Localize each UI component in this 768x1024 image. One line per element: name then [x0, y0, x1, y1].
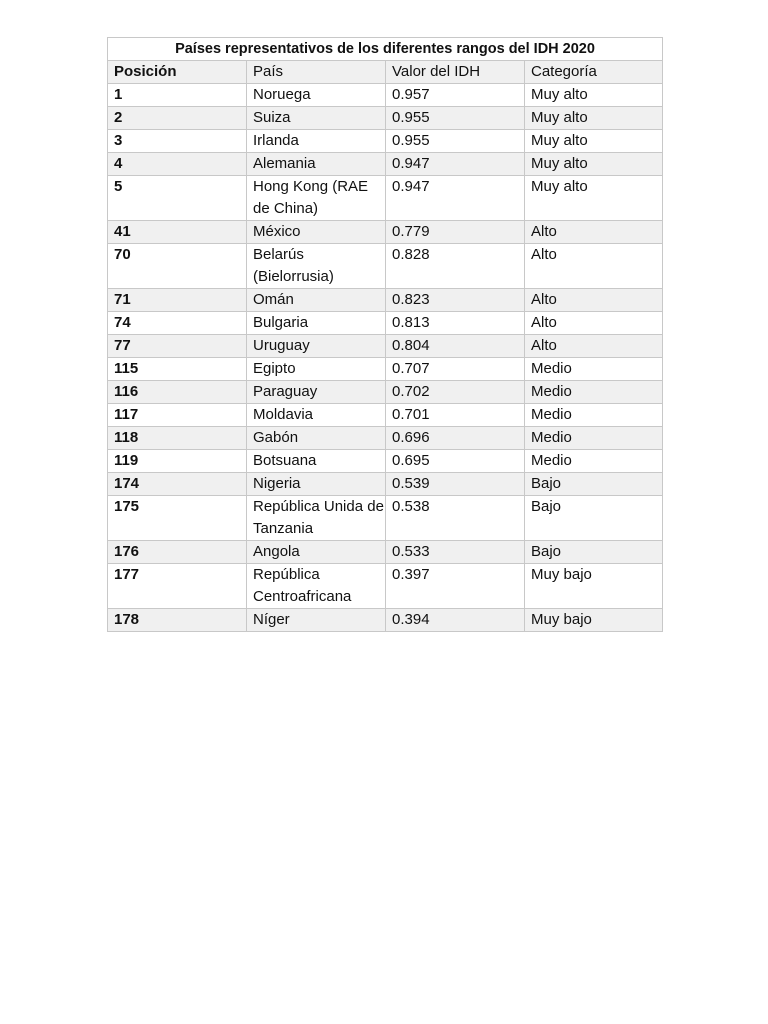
cell-valor: 0.823: [386, 289, 525, 312]
cell-valor: 0.695: [386, 450, 525, 473]
cell-categoria: Bajo: [525, 541, 663, 564]
cell-posicion: 176: [108, 541, 247, 564]
cell-valor: 0.947: [386, 176, 525, 221]
column-header-valor: Valor del IDH: [386, 61, 525, 84]
table-row: [108, 289, 663, 312]
cell-valor: 0.955: [386, 107, 525, 130]
column-header-posicion: Posición: [108, 61, 247, 84]
table-row: [108, 381, 663, 404]
cell-pais: Botsuana: [247, 450, 386, 473]
cell-valor: 0.955: [386, 130, 525, 153]
table-row: [108, 244, 663, 289]
table-row: [108, 130, 663, 153]
cell-pais: México: [247, 221, 386, 244]
table-row: [108, 496, 663, 541]
cell-posicion: 116: [108, 381, 247, 404]
table-row: [108, 358, 663, 381]
cell-pais: Uruguay: [247, 335, 386, 358]
cell-valor: 0.707: [386, 358, 525, 381]
cell-pais: Belarús (Bielorrusia): [247, 244, 386, 289]
cell-posicion: 4: [108, 153, 247, 176]
table-row: [108, 176, 663, 221]
cell-posicion: 2: [108, 107, 247, 130]
cell-categoria: Muy bajo: [525, 609, 663, 632]
cell-posicion: 119: [108, 450, 247, 473]
cell-categoria: Alto: [525, 221, 663, 244]
cell-categoria: Bajo: [525, 473, 663, 496]
cell-posicion: 3: [108, 130, 247, 153]
table-row: [108, 427, 663, 450]
cell-pais: República Centroafricana: [247, 564, 386, 609]
cell-pais: Paraguay: [247, 381, 386, 404]
cell-posicion: 175: [108, 496, 247, 541]
cell-valor: 0.701: [386, 404, 525, 427]
cell-posicion: 1: [108, 84, 247, 107]
cell-pais: Hong Kong (RAE de China): [247, 176, 386, 221]
cell-categoria: Alto: [525, 244, 663, 289]
cell-categoria: Muy alto: [525, 130, 663, 153]
table-row: [108, 221, 663, 244]
table-row: [108, 84, 663, 107]
cell-posicion: 70: [108, 244, 247, 289]
cell-valor: 0.813: [386, 312, 525, 335]
cell-pais: Moldavia: [247, 404, 386, 427]
table-row: [108, 450, 663, 473]
table-row: [108, 107, 663, 130]
cell-valor: 0.702: [386, 381, 525, 404]
table-row: [108, 404, 663, 427]
header-row: [108, 61, 663, 84]
table-row: [108, 609, 663, 632]
cell-categoria: Muy alto: [525, 153, 663, 176]
cell-categoria: Bajo: [525, 496, 663, 541]
cell-categoria: Medio: [525, 381, 663, 404]
cell-pais: Bulgaria: [247, 312, 386, 335]
cell-posicion: 74: [108, 312, 247, 335]
cell-pais: Gabón: [247, 427, 386, 450]
cell-categoria: Muy alto: [525, 84, 663, 107]
cell-valor: 0.539: [386, 473, 525, 496]
cell-posicion: 177: [108, 564, 247, 609]
cell-valor: 0.828: [386, 244, 525, 289]
cell-valor: 0.957: [386, 84, 525, 107]
cell-pais: Irlanda: [247, 130, 386, 153]
cell-pais: Suiza: [247, 107, 386, 130]
cell-posicion: 77: [108, 335, 247, 358]
cell-valor: 0.538: [386, 496, 525, 541]
cell-categoria: Medio: [525, 404, 663, 427]
cell-valor: 0.696: [386, 427, 525, 450]
cell-pais: República Unida de Tanzania: [247, 496, 386, 541]
cell-pais: Níger: [247, 609, 386, 632]
cell-categoria: Medio: [525, 358, 663, 381]
cell-pais: Nigeria: [247, 473, 386, 496]
cell-categoria: Alto: [525, 289, 663, 312]
cell-pais: Alemania: [247, 153, 386, 176]
cell-pais: Omán: [247, 289, 386, 312]
cell-valor: 0.804: [386, 335, 525, 358]
cell-pais: Noruega: [247, 84, 386, 107]
cell-valor: 0.779: [386, 221, 525, 244]
cell-valor: 0.947: [386, 153, 525, 176]
table-row: [108, 312, 663, 335]
cell-posicion: 115: [108, 358, 247, 381]
cell-posicion: 71: [108, 289, 247, 312]
table-row: [108, 541, 663, 564]
table-row: [108, 335, 663, 358]
cell-categoria: Medio: [525, 427, 663, 450]
cell-pais: Egipto: [247, 358, 386, 381]
cell-valor: 0.394: [386, 609, 525, 632]
cell-categoria: Alto: [525, 312, 663, 335]
table-row: [108, 564, 663, 609]
cell-posicion: 41: [108, 221, 247, 244]
table-row: [108, 153, 663, 176]
idh-table: [107, 37, 663, 632]
column-header-pais: País: [247, 61, 386, 84]
column-header-categoria: Categoría: [525, 61, 663, 84]
cell-pais: Angola: [247, 541, 386, 564]
title-row: [108, 38, 663, 61]
cell-posicion: 117: [108, 404, 247, 427]
cell-posicion: 5: [108, 176, 247, 221]
cell-categoria: Medio: [525, 450, 663, 473]
cell-categoria: Muy alto: [525, 176, 663, 221]
table-body: [108, 84, 663, 632]
cell-posicion: 178: [108, 609, 247, 632]
cell-posicion: 174: [108, 473, 247, 496]
cell-valor: 0.533: [386, 541, 525, 564]
cell-categoria: Alto: [525, 335, 663, 358]
cell-categoria: Muy bajo: [525, 564, 663, 609]
table-row: [108, 473, 663, 496]
cell-valor: 0.397: [386, 564, 525, 609]
cell-categoria: Muy alto: [525, 107, 663, 130]
cell-posicion: 118: [108, 427, 247, 450]
table-title: Países representativos de los diferentes rangos del IDH 2020: [108, 38, 663, 61]
